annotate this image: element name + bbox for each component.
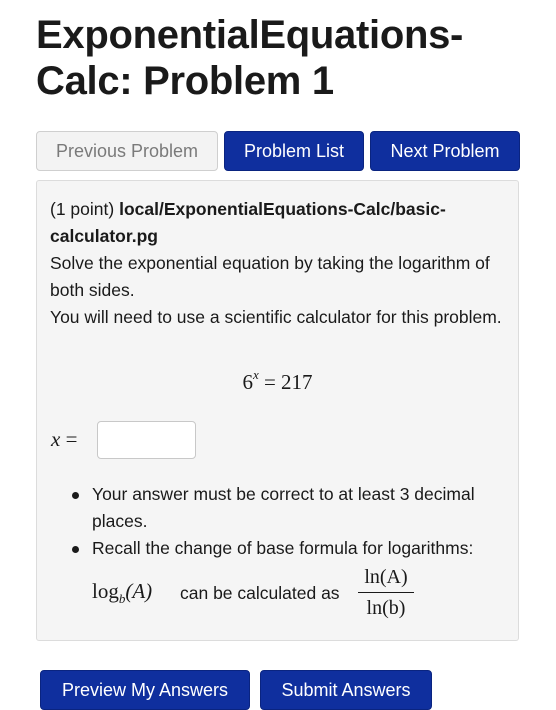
equation-exponent: x <box>252 367 259 382</box>
list-item <box>50 481 510 535</box>
log-fraction <box>358 564 414 621</box>
log-base: b <box>118 591 126 607</box>
page-title <box>36 12 536 104</box>
answer-variable: x <box>51 427 61 451</box>
bullet-icon <box>72 546 79 553</box>
fraction-denominator: ln(b) <box>366 597 406 619</box>
change-of-base-formula <box>92 566 510 622</box>
hint-change-of-base: Recall the change of base formula for logarithms: <box>92 538 474 558</box>
equation-rhs: = 217 <box>263 370 313 394</box>
answer-input[interactable] <box>97 421 196 459</box>
problem-path: local/ExponentialEquations-Calc/basic-calculator.pg <box>50 199 446 246</box>
problem-instruction-2: You will need to use a scientific calculator for this problem. <box>50 307 502 327</box>
next-problem-button[interactable]: Next Problem <box>370 131 520 171</box>
log-function: log <box>92 579 119 603</box>
page-title-line-2: Calc: Problem 1 <box>36 59 334 103</box>
page-title-line-1: ExponentialEquations- <box>36 13 464 57</box>
fraction-bar <box>358 592 414 593</box>
bullet-icon <box>72 492 79 499</box>
log-expression <box>92 578 152 612</box>
fraction-numerator: ln(A) <box>364 566 408 588</box>
log-argument: (A) <box>125 579 153 603</box>
previous-problem-button[interactable]: Previous Problem <box>36 131 218 171</box>
problem-list-button[interactable]: Problem List <box>224 131 364 171</box>
hint-list <box>50 481 510 622</box>
hint-precision: Your answer must be correct to at least 3 decimal places. <box>92 484 475 531</box>
list-item <box>50 535 510 622</box>
answer-label <box>51 427 77 452</box>
submit-answers-button[interactable]: Submit Answers <box>260 670 432 710</box>
problem-instruction-1: Solve the exponential equation by taking the logarithm of both sides. <box>50 253 490 300</box>
preview-answers-button[interactable]: Preview My Answers <box>40 670 250 710</box>
answer-equals: = <box>65 427 78 451</box>
problem-points: (1 point) <box>50 199 115 219</box>
equation-base: 6 <box>242 370 253 394</box>
exponential-equation <box>37 369 518 395</box>
problem-panel <box>36 180 519 641</box>
calc-text: can be calculated as <box>180 583 340 603</box>
problem-statement <box>50 196 510 331</box>
